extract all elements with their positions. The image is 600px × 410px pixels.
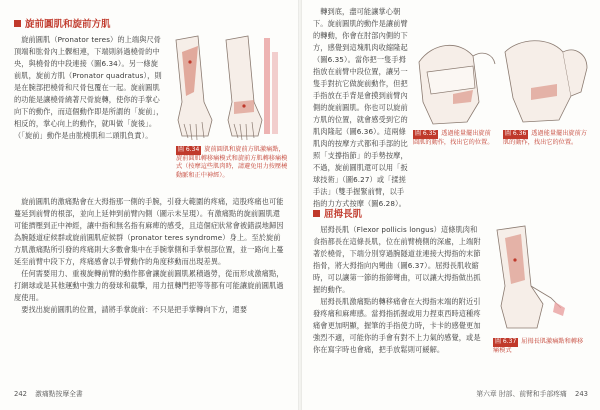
paragraph: 屈拇長肌激痛點的轉移痛會在大拇指末端的附近引發疼痛和麻痺感。當拇指抓握或用力捏東西時這種疼痛會更加明顯，握筆的手指使力時，卡卡的感覺更加強烈不適，可能你的手會有對不上力氣的感覺，或是你在寫字時也會痛，把手放鬆則可緩解。: [313, 297, 481, 354]
page-number: 243: [575, 390, 588, 398]
page-number: 242: [14, 390, 27, 398]
figure-caption-6-35: [413, 130, 495, 147]
text-continuation: [413, 160, 589, 200]
footer-left: [14, 388, 83, 398]
figure-number-badge: 圖 6.34: [178, 146, 200, 153]
text-column-top: [14, 34, 164, 194]
figure-caption-text: 旋前圓肌和旋前方肌激痛點，旋前圓肌轉移痛模式和旋前方肌轉移痛模式（按摩這些肌肉時，請避免用力按壓橈動脈和正中神經）。: [176, 146, 288, 179]
figure-caption-text: 透過能量擺出旋前方肌的動作，找出它的位置。: [503, 130, 587, 146]
paragraph: 旋前圓肌（Pronator teres）的上端與尺骨頂端和肱骨內上髁相連，下端則斜過橈骨的中央，與橈骨的中段連接（圖6.34）。另一條旋前肌，旋前方肌（Pronator quadratus），則是在腕部把橈骨和尺骨包覆在一起。旋前圓肌的功能是讓橈骨繞著尺骨旋轉，使你的手掌心向下的動作，而這個動作即是所謂的「旋前」，相反的，掌心向上的動作，就叫做「旋後」。（「旋前」動作是由肱橈肌和二頭肌負責）。: [14, 35, 164, 140]
forearm-figure-6-37: [491, 224, 591, 334]
paragraph: 屈拇長肌（Flexor pollicis longus）這條肌肉和食指都長在這條長肌，位在前臂橈側的深處，上端附著於橈骨，下端分別穿過腕隧道並連接大拇指的末節指骨，將大拇指向內彎曲（圖6.37）。屈拇長肌收縮時，可以讓第一節的指節彎曲，可以讓大拇指做出抓握的動作。: [313, 225, 481, 294]
text-column-flexor: [313, 224, 483, 384]
footer-right: [476, 388, 588, 398]
figure-caption-6-34: [176, 146, 288, 180]
section-heading-pronator: [14, 16, 111, 30]
chapter-title: 第六章 肘部、前臂和手部疼痛: [476, 390, 567, 398]
figure-number-badge: 圖 6.36: [505, 130, 527, 137]
arm-figure-6-35: [413, 32, 501, 128]
right-page: [301, 0, 600, 410]
section-title: 屈拇長肌: [324, 209, 363, 220]
figure-caption-6-36: [503, 130, 589, 147]
figure-caption-6-37: [493, 338, 589, 355]
figure-caption-text: 屈拇長肌激痛點和轉移痛模式: [493, 338, 584, 354]
paragraph: 旋前圓肌的激痛點會在大拇指那一側的手腕，引發大範圍的疼痛，這股疼痛也可能蔓延到前臂的根部，並向上延伸到前臂內側（圖示未呈現）。有激痛點的旋前圓肌還可能擠壓到正中神經，讓中指和無名指有麻痺的感受，且這個症狀常會被錯誤地歸因為腕隧道症候群或旋前圓肌症候群（pronator teres syndrome）身上。至於旋前方肌激痛點所引發的疼痛則大多數會集中在手腕掌側和手掌根部位置，並一路向上蔓延至前臂中段下方，疼痛感會以手臂動作的角度移動而出現差異。: [14, 197, 284, 266]
left-page: [0, 0, 299, 410]
text-column-intro: [313, 6, 408, 208]
text-column-bottom: [14, 196, 286, 382]
paragraph: 任何需要用力、重複旋轉前臂的動作都會讓旋前圓肌累積過勞，從而形成激痛點，打網球或是其他運動中強力的發球和截擊，用力扭轉門把等等都有可能讓旋前圓肌過度使用。: [14, 269, 284, 302]
paragraph: 轉到底，盡可能讓掌心朝下。旋前圓肌的動作是讓前臂的轉動，你會在肘部內側的下方，感覺到這塊肌肉收縮隆起（圖6.35）。當你把一隻手拇指放在前臂中段位置，讓另一隻手對抗它做旋前動作，但把手指放在手背是會摸到前臂內側的旋前圓肌。你也可以旋前方肌的位置，就會感受到它的肌肉隆起（圖6.36）。這兩條肌肉的按摩方式都和手部的比照「支撐指節」的手勢按摩，不過，旋前圓肌還可以用「扳球技術」（圖6.27）或「揉搓手法」（雙手握緊前臂，以手指的力方式按摩（圖6.28）。: [313, 7, 408, 208]
book-title: 激痛點按摩全書: [35, 390, 83, 398]
paragraph: 要找出旋前圓肌的位置，請將手掌旋前：不只是把手掌轉向下方，還要: [21, 305, 248, 314]
arm-figure-6-36: [501, 32, 593, 128]
forearm-figure-6-34: [168, 32, 286, 142]
figure-number-badge: 圖 6.35: [415, 130, 437, 137]
figure-caption-text: 透過能量擺出旋前圓肌的動作，找出它的位置。: [413, 130, 494, 146]
section-title: 旋前圓肌和旋前方肌: [25, 19, 111, 30]
section-heading-flexor: [313, 206, 362, 220]
figure-number-badge: 圖 6.37: [495, 338, 517, 345]
section-bullet-icon: [313, 210, 320, 217]
section-bullet-icon: [14, 20, 21, 27]
